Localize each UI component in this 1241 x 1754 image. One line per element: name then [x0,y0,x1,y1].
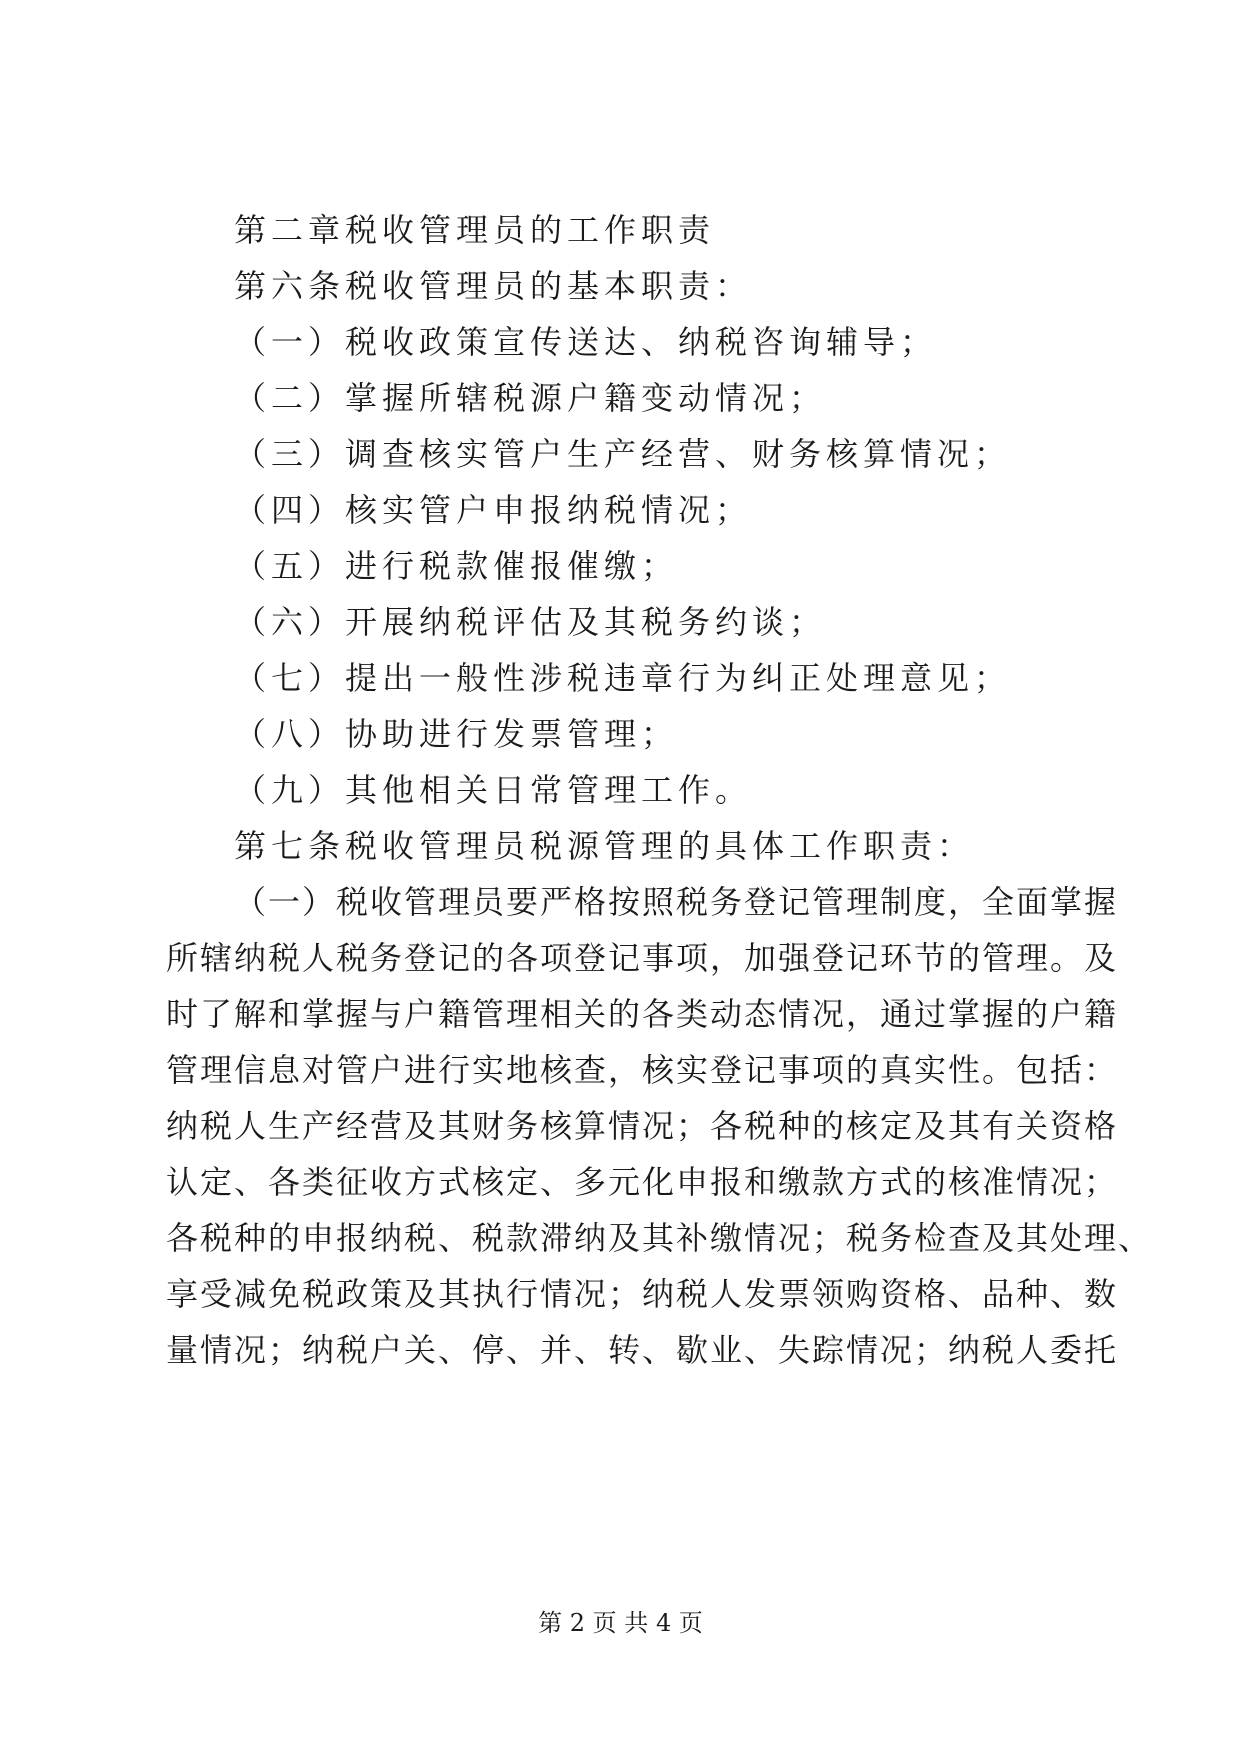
article-6-item: （九）其他相关日常管理工作。 [234,771,753,809]
article-6-item: （七）提出一般性涉税违章行为纠正处理意见； [234,659,1012,697]
article-7-paragraph-line: 纳税人生产经营及其财务核算情况；各税种的核定及其有关资格 [166,1107,1119,1145]
article-7-paragraph-line: 各税种的申报纳税、税款滞纳及其补缴情况；税务检查及其处理、 [166,1219,1153,1257]
article-6-item: （二）掌握所辖税源户籍变动情况； [234,379,827,417]
article-7-title: 第七条税收管理员税源管理的具体工作职责： [234,827,975,865]
article-7-paragraph-line: 享受减免税政策及其执行情况；纳税人发票领购资格、品种、数 [166,1275,1119,1313]
chapter-title: 第二章税收管理员的工作职责 [234,211,716,249]
article-6-item: （六）开展纳税评估及其税务约谈； [234,603,827,641]
article-7-paragraph-line: （一）税收管理员要严格按照税务登记管理制度，全面掌握 [234,883,1119,921]
article-6-item: （三）调查核实管户生产经营、财务核算情况； [234,435,1012,473]
article-7-paragraph-line: 量情况；纳税户关、停、并、转、歇业、失踪情况；纳税人委托 [166,1331,1119,1369]
article-6-item: （五）进行税款催报催缴； [234,547,679,585]
article-6-item: （八）协助进行发票管理； [234,715,679,753]
article-7-paragraph-line: 认定、各类征收方式核定、多元化申报和缴款方式的核准情况； [166,1163,1119,1201]
article-7-paragraph-line: 所辖纳税人税务登记的各项登记事项，加强登记环节的管理。及 [166,939,1119,977]
article-7-paragraph-line: 管理信息对管户进行实地核查，核实登记事项的真实性。包括： [166,1051,1119,1089]
article-6-item: （一）税收政策宣传送达、纳税咨询辅导； [234,323,938,361]
article-6-item: （四）核实管户申报纳税情况； [234,491,753,529]
page-footer: 第 2 页 共 4 页 [538,1609,703,1637]
article-6-title: 第六条税收管理员的基本职责： [234,267,753,305]
article-7-paragraph-line: 时了解和掌握与户籍管理相关的各类动态情况，通过掌握的户籍 [166,995,1119,1033]
